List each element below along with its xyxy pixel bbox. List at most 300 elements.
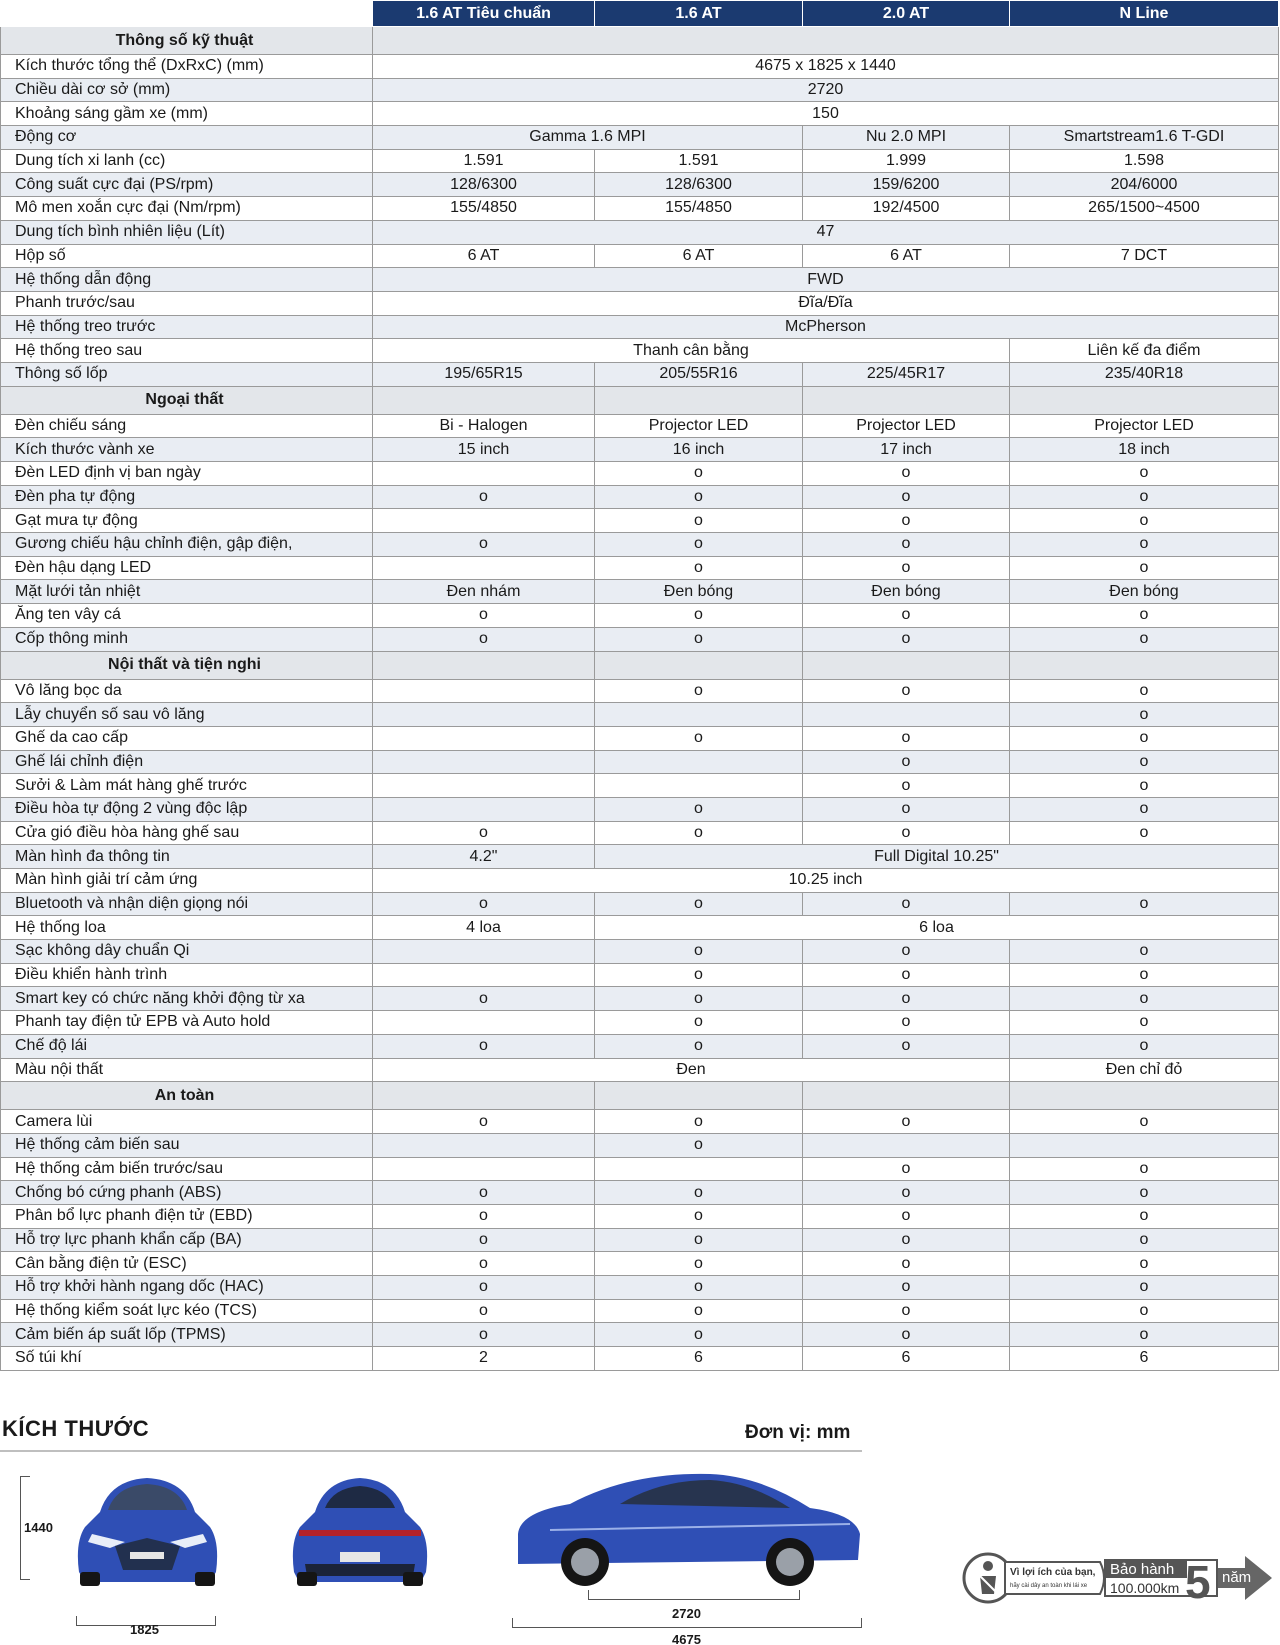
cell: o: [595, 963, 803, 987]
cell: o: [803, 1204, 1010, 1228]
cell: o: [1010, 1034, 1279, 1058]
interior-special-section: [1, 845, 1279, 940]
table-row: [1, 438, 1279, 462]
cell: o: [595, 485, 803, 509]
table-row: [1, 556, 1279, 580]
row-label: Dung tích bình nhiên liệu (Lít): [1, 220, 373, 244]
table-row: [1, 173, 1279, 197]
cell: o: [803, 726, 1010, 750]
width-value: 1825: [130, 1622, 159, 1637]
table-row: [1, 963, 1279, 987]
car-front-view: [70, 1472, 225, 1587]
table-row: [1, 1011, 1279, 1035]
cell: 155/4850: [373, 197, 595, 221]
cell: o: [1010, 485, 1279, 509]
header-row: [1, 1, 1279, 27]
cell: [373, 556, 595, 580]
table-row: [1, 627, 1279, 651]
cell: Đen chỉ đỏ: [1010, 1058, 1279, 1082]
cell: Bi - Halogen: [373, 414, 595, 438]
cell: o: [803, 1323, 1010, 1347]
cell: 7 DCT: [1010, 244, 1279, 268]
row-label: Đèn LED định vị ban ngày: [1, 462, 373, 486]
height-value: 1440: [24, 1520, 53, 1535]
table-row: [1, 869, 1279, 893]
cell: o: [803, 963, 1010, 987]
cell: o: [595, 1133, 803, 1157]
cell: [373, 797, 595, 821]
table-row: [1, 1058, 1279, 1082]
row-label: Điều hòa tự động 2 vùng độc lập: [1, 797, 373, 821]
cell: o: [595, 679, 803, 703]
cell: o: [595, 940, 803, 964]
cell: o: [595, 1181, 803, 1205]
cell: o: [803, 1252, 1010, 1276]
row-label: Cốp thông minh: [1, 627, 373, 651]
row-label: Ghế da cao cấp: [1, 726, 373, 750]
cell: [373, 963, 595, 987]
dimensions-header: [0, 1412, 862, 1452]
row-label: Chống bó cứng phanh (ABS): [1, 1181, 373, 1205]
cell: o: [595, 1276, 803, 1300]
car-rear-view: [285, 1472, 435, 1587]
cell: [595, 1157, 803, 1181]
warranty-title: Bảo hành: [1110, 1561, 1175, 1578]
table-row: [1, 1252, 1279, 1276]
row-label: Hệ thống dẫn động: [1, 268, 373, 292]
cell: o: [373, 533, 595, 557]
cell: o: [595, 462, 803, 486]
cell: o: [803, 1157, 1010, 1181]
seatbelt-line2: hãy cài dây an toàn khi lái xe: [1010, 1583, 1088, 1589]
dimensions-title: KÍCH THƯỚC: [2, 1416, 150, 1441]
cell: Projector LED: [1010, 414, 1279, 438]
cell: o: [1010, 703, 1279, 727]
row-label: Hệ thống cảm biến sau: [1, 1133, 373, 1157]
row-label: Màn hình giải trí cảm ứng: [1, 869, 373, 893]
cell: 1.591: [373, 149, 595, 173]
row-label: Chiều dài cơ sở (mm): [1, 78, 373, 102]
cell: 265/1500~4500: [1010, 197, 1279, 221]
cell: 6 loa: [595, 916, 1279, 940]
cell: o: [373, 1110, 595, 1134]
cell: 4675 x 1825 x 1440: [373, 55, 1279, 79]
cell: o: [373, 1034, 595, 1058]
cell: o: [373, 1276, 595, 1300]
row-label: Công suất cực đại (PS/rpm): [1, 173, 373, 197]
cell: o: [595, 797, 803, 821]
header-blank: [1, 1, 373, 27]
cell: o: [1010, 963, 1279, 987]
table-row: [1, 845, 1279, 869]
cell: [373, 509, 595, 533]
row-label: Dung tích xi lanh (cc): [1, 149, 373, 173]
cell: o: [1010, 556, 1279, 580]
row-label: Vô lăng bọc da: [1, 679, 373, 703]
row-label: Động cơ: [1, 126, 373, 150]
table-row: [1, 509, 1279, 533]
cell: o: [595, 1323, 803, 1347]
car-side-icon: [510, 1464, 864, 1589]
cell: 16 inch: [595, 438, 803, 462]
row-label: Hệ thống kiểm soát lực kéo (TCS): [1, 1299, 373, 1323]
section-row: [1, 386, 1279, 414]
cell: 6 AT: [373, 244, 595, 268]
table-row: [1, 580, 1279, 604]
table-row: [1, 197, 1279, 221]
table-row: [1, 362, 1279, 386]
cell: o: [803, 1228, 1010, 1252]
cell: o: [803, 485, 1010, 509]
cell: o: [1010, 1011, 1279, 1035]
exterior-section: [1, 386, 1279, 651]
cell: Đen bóng: [595, 580, 803, 604]
cell: [595, 774, 803, 798]
row-label: Hộp số: [1, 244, 373, 268]
cell: o: [803, 1034, 1010, 1058]
cell: o: [373, 1299, 595, 1323]
cell: o: [1010, 774, 1279, 798]
cell: FWD: [373, 268, 1279, 292]
table-row: [1, 703, 1279, 727]
cell: o: [595, 604, 803, 628]
length-dimension-line: [512, 1618, 862, 1628]
cell: Full Digital 10.25": [595, 845, 1279, 869]
row-label: Kích thước vành xe: [1, 438, 373, 462]
cell: o: [1010, 1110, 1279, 1134]
row-label: Ăng ten vây cá: [1, 604, 373, 628]
cell: [373, 1011, 595, 1035]
seatbelt-warranty-icon: [960, 1548, 1278, 1606]
cell: 128/6300: [373, 173, 595, 197]
cell: o: [595, 821, 803, 845]
table-row: [1, 414, 1279, 438]
table-row: [1, 1276, 1279, 1300]
cell: o: [373, 627, 595, 651]
cell: 150: [373, 102, 1279, 126]
cell: o: [373, 821, 595, 845]
section-title: Thông số kỹ thuật: [1, 27, 373, 55]
row-label: Mặt lưới tản nhiệt: [1, 580, 373, 604]
table-row: [1, 533, 1279, 557]
cell: o: [803, 797, 1010, 821]
table-row: [1, 102, 1279, 126]
row-label: Camera lùi: [1, 1110, 373, 1134]
cell: o: [803, 892, 1010, 916]
cell: 6 AT: [803, 244, 1010, 268]
cell: o: [1010, 1299, 1279, 1323]
table-row: [1, 1181, 1279, 1205]
cell: o: [1010, 892, 1279, 916]
table-row: [1, 774, 1279, 798]
cell: Đĩa/Đĩa: [373, 291, 1279, 315]
cell: o: [1010, 821, 1279, 845]
seatbelt-line1: Vì lợi ích của bạn,: [1010, 1567, 1096, 1578]
cell: Đen bóng: [1010, 580, 1279, 604]
cell: [373, 703, 595, 727]
cell: 1.591: [595, 149, 803, 173]
table-row: [1, 940, 1279, 964]
cell: o: [803, 627, 1010, 651]
cell: 155/4850: [595, 197, 803, 221]
cell: o: [595, 1204, 803, 1228]
table-row: [1, 821, 1279, 845]
table-row: [1, 1110, 1279, 1134]
table-row: [1, 244, 1279, 268]
table-row: [1, 339, 1279, 363]
cell: [595, 750, 803, 774]
section-title: An toàn: [1, 1082, 373, 1110]
table-row: [1, 462, 1279, 486]
row-label: Smart key có chức năng khởi động từ xa: [1, 987, 373, 1011]
table-row: [1, 220, 1279, 244]
cell: Liên kế đa điểm: [1010, 339, 1279, 363]
row-label: Số túi khí: [1, 1347, 373, 1371]
cell: 18 inch: [1010, 438, 1279, 462]
cell: [373, 940, 595, 964]
cell: [373, 750, 595, 774]
table-row: [1, 485, 1279, 509]
cell: 205/55R16: [595, 362, 803, 386]
warranty-years: 5: [1185, 1556, 1211, 1606]
cell: o: [1010, 1204, 1279, 1228]
safety-section: [1, 1082, 1279, 1371]
cell: [373, 726, 595, 750]
cell: o: [1010, 1181, 1279, 1205]
row-label: Hỗ trợ khởi hành ngang dốc (HAC): [1, 1276, 373, 1300]
cell: o: [595, 1299, 803, 1323]
row-label: Cảm biến áp suất lốp (TPMS): [1, 1323, 373, 1347]
section-row: [1, 651, 1279, 679]
cell: o: [803, 1181, 1010, 1205]
cell: o: [1010, 987, 1279, 1011]
cell: o: [595, 556, 803, 580]
cell: o: [595, 1228, 803, 1252]
cell: Đen bóng: [803, 580, 1010, 604]
cell: o: [595, 627, 803, 651]
table-row: [1, 268, 1279, 292]
cell: 192/4500: [803, 197, 1010, 221]
cell: o: [595, 1110, 803, 1134]
cell: o: [803, 1276, 1010, 1300]
cell: o: [595, 987, 803, 1011]
cell: o: [373, 1204, 595, 1228]
warranty-unit: năm: [1222, 1569, 1252, 1586]
cell: [373, 1157, 595, 1181]
cell: o: [1010, 726, 1279, 750]
row-label: Hệ thống treo trước: [1, 315, 373, 339]
table-row: [1, 750, 1279, 774]
table-row: [1, 149, 1279, 173]
cell: o: [1010, 940, 1279, 964]
cell: o: [1010, 679, 1279, 703]
col-header: 1.6 AT: [595, 1, 803, 27]
table-row: [1, 1228, 1279, 1252]
table-row: [1, 1299, 1279, 1323]
cell: 17 inch: [803, 438, 1010, 462]
cell: o: [595, 726, 803, 750]
interior-section-b: [1, 940, 1279, 1058]
cell: o: [1010, 750, 1279, 774]
badges: [960, 1548, 1278, 1606]
table-row: [1, 797, 1279, 821]
section-title: Nội thất và tiện nghi: [1, 651, 373, 679]
cell: o: [373, 1181, 595, 1205]
table-row: [1, 916, 1279, 940]
cell: o: [803, 821, 1010, 845]
table-row: [1, 55, 1279, 79]
row-label: Màu nội thất: [1, 1058, 373, 1082]
cell: Đen nhám: [373, 580, 595, 604]
cell: o: [1010, 604, 1279, 628]
cell: o: [373, 604, 595, 628]
cell: o: [803, 509, 1010, 533]
cell: [373, 679, 595, 703]
table-row: [1, 987, 1279, 1011]
car-side-view: [510, 1464, 864, 1589]
cell: [373, 1133, 595, 1157]
wheelbase-dimension-line: [588, 1590, 800, 1600]
row-label: Điều khiển hành trình: [1, 963, 373, 987]
cell: 6: [1010, 1347, 1279, 1371]
table-row: [1, 1323, 1279, 1347]
cell: 159/6200: [803, 173, 1010, 197]
cell: Projector LED: [595, 414, 803, 438]
cell: o: [1010, 1276, 1279, 1300]
table-row: [1, 1347, 1279, 1371]
row-label: Hỗ trợ lực phanh khẩn cấp (BA): [1, 1228, 373, 1252]
row-label: Phanh tay điện tử EPB và Auto hold: [1, 1011, 373, 1035]
row-label: Đèn chiếu sáng: [1, 414, 373, 438]
cell: 225/45R17: [803, 362, 1010, 386]
table-row: [1, 1133, 1279, 1157]
unit-label: Đơn vị: mm: [745, 1422, 851, 1443]
cell: [803, 1133, 1010, 1157]
cell: o: [373, 892, 595, 916]
cell: [1010, 1133, 1279, 1157]
cell: o: [803, 1110, 1010, 1134]
cell: o: [803, 1299, 1010, 1323]
cell: [595, 703, 803, 727]
row-label: Ghế lái chỉnh điện: [1, 750, 373, 774]
cell: o: [803, 462, 1010, 486]
cell: o: [1010, 1157, 1279, 1181]
cell: o: [803, 604, 1010, 628]
row-label: Phanh trước/sau: [1, 291, 373, 315]
table-row: [1, 1157, 1279, 1181]
row-label: Hệ thống loa: [1, 916, 373, 940]
row-label: Mô men xoắn cực đại (Nm/rpm): [1, 197, 373, 221]
cell: 15 inch: [373, 438, 595, 462]
cell: o: [373, 485, 595, 509]
section-title: Ngoại thất: [1, 386, 373, 414]
cell: [803, 703, 1010, 727]
row-label: Sạc không dây chuẩn Qi: [1, 940, 373, 964]
row-label: Thông số lốp: [1, 362, 373, 386]
cell: o: [595, 892, 803, 916]
cell: o: [1010, 1228, 1279, 1252]
cell: o: [373, 1228, 595, 1252]
cell: o: [1010, 509, 1279, 533]
cell: 128/6300: [595, 173, 803, 197]
interior-color-section: [1, 1058, 1279, 1082]
interior-section: [1, 651, 1279, 845]
car-front-icon: [70, 1472, 225, 1587]
row-label: Hệ thống cảm biến trước/sau: [1, 1157, 373, 1181]
row-label: Gạt mưa tự động: [1, 509, 373, 533]
cell: Gamma 1.6 MPI: [373, 126, 803, 150]
row-label: Kích thước tổng thể (DxRxC) (mm): [1, 55, 373, 79]
row-label: Lẫy chuyển số sau vô lăng: [1, 703, 373, 727]
cell: o: [803, 556, 1010, 580]
cell: Thanh cân bằng: [373, 339, 1010, 363]
table-row: [1, 1034, 1279, 1058]
cell: 6 AT: [595, 244, 803, 268]
cell: [373, 774, 595, 798]
col-header: N Line: [1010, 1, 1279, 27]
cell: 6: [803, 1347, 1010, 1371]
car-rear-icon: [285, 1472, 435, 1587]
cell: 47: [373, 220, 1279, 244]
table-row: [1, 604, 1279, 628]
cell: 2720: [373, 78, 1279, 102]
cell: [373, 462, 595, 486]
cell: 195/65R15: [373, 362, 595, 386]
row-label: Đèn hậu dạng LED: [1, 556, 373, 580]
cell: o: [803, 940, 1010, 964]
cell: o: [803, 750, 1010, 774]
cell: o: [803, 774, 1010, 798]
section-row: [1, 1082, 1279, 1110]
cell: o: [1010, 797, 1279, 821]
cell: o: [373, 1252, 595, 1276]
length-value: 4675: [672, 1632, 701, 1645]
table-row: [1, 892, 1279, 916]
table-row: [1, 1204, 1279, 1228]
row-label: Cân bằng điện tử (ESC): [1, 1252, 373, 1276]
cell: McPherson: [373, 315, 1279, 339]
cell: o: [595, 533, 803, 557]
cell: 235/40R18: [1010, 362, 1279, 386]
cell: Projector LED: [803, 414, 1010, 438]
cell: o: [803, 679, 1010, 703]
col-header: 1.6 AT Tiêu chuẩn: [373, 1, 595, 27]
cell: 10.25 inch: [373, 869, 1279, 893]
cell: 6: [595, 1347, 803, 1371]
wheelbase-value: 2720: [672, 1606, 701, 1621]
table-row: [1, 78, 1279, 102]
row-label: Cửa gió điều hòa hàng ghế sau: [1, 821, 373, 845]
warranty-km: 100.000km: [1110, 1580, 1180, 1596]
row-label: Khoảng sáng gầm xe (mm): [1, 102, 373, 126]
cell: o: [803, 987, 1010, 1011]
cell: o: [595, 1252, 803, 1276]
row-label: Màn hình đa thông tin: [1, 845, 373, 869]
table-row: [1, 315, 1279, 339]
row-label: Phân bổ lực phanh điện tử (EBD): [1, 1204, 373, 1228]
row-label: Chế độ lái: [1, 1034, 373, 1058]
cell: o: [595, 1011, 803, 1035]
col-header: 2.0 AT: [803, 1, 1010, 27]
cell: o: [595, 509, 803, 533]
cell: o: [1010, 533, 1279, 557]
cell: 1.999: [803, 149, 1010, 173]
cell: Smartstream1.6 T-GDI: [1010, 126, 1279, 150]
section-row: [1, 27, 1279, 55]
table-row: [1, 291, 1279, 315]
cell: o: [1010, 1323, 1279, 1347]
row-label: Đèn pha tự động: [1, 485, 373, 509]
